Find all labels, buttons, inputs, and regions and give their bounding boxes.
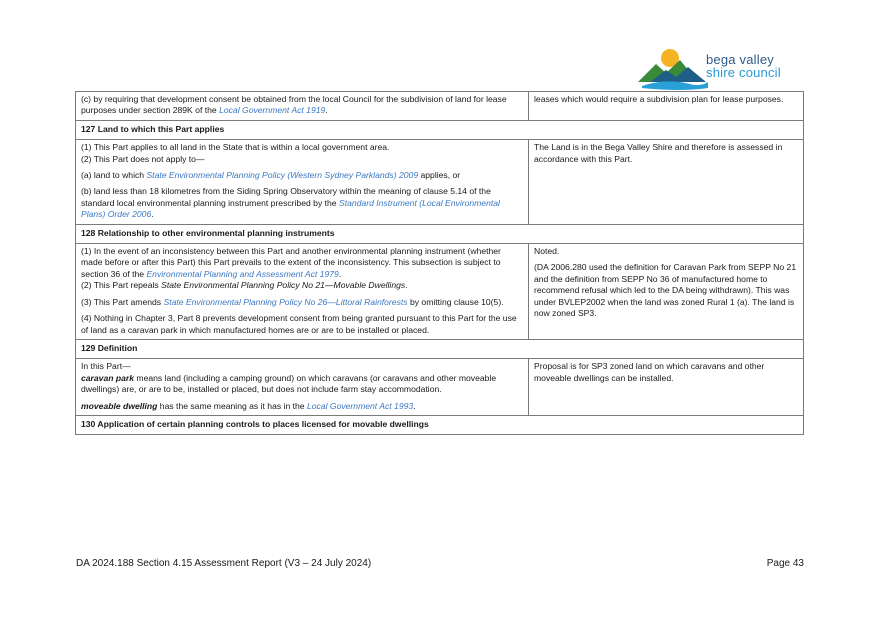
clause-text: In this Part— <box>81 361 131 372</box>
section-heading-130: 130 Application of certain planning controls to places licensed for movable dwellings <box>76 415 804 434</box>
clause-text: (2) This Part repeals <box>81 280 162 291</box>
section-header-row <box>76 224 804 243</box>
comment-cell <box>529 244 804 340</box>
requirement-cell <box>76 140 529 224</box>
table-row <box>76 92 804 121</box>
legislation-link[interactable]: State Environmental Planning Policy (Western Sydney Parklands) 2009 <box>146 170 419 181</box>
clause-text: applies, or <box>418 170 461 181</box>
section-heading-129: 129 Definition <box>76 339 804 358</box>
logo-line-2: shire council <box>706 65 781 80</box>
comment-text: leases which would require a subdivision plan for lease purposes. <box>534 94 784 104</box>
comment-cell <box>529 140 804 224</box>
comment-text: (DA 2006.280 used the definition for Caravan Park from SEPP No 21 and the definition from SEPP No 36 of manufactured home to recommend refusal which led to the DA being withdrawn). This was under BVLEP2002 when the land was zoned Rural 1 (a). The land is now zoned SP3. <box>534 262 797 319</box>
comment-text: The Land is in the Bega Valley Shire and therefore is assessed in accordance with this Part. <box>534 142 783 164</box>
requirement-cell <box>76 244 529 340</box>
section-header-row <box>76 415 804 434</box>
requirement-cell <box>76 92 529 121</box>
table-row <box>76 359 804 416</box>
table-row <box>76 244 804 340</box>
logo-mark-icon <box>638 49 708 90</box>
clause-text: by omitting clause 10(5). <box>407 296 504 307</box>
section-heading-128: 128 Relationship to other environmental planning instruments <box>76 224 804 243</box>
legislation-link[interactable]: Environmental Planning and Assessment Act 1979 <box>146 268 339 279</box>
clause-text: (1) In the event of an inconsistency between this Part and another environmental planning instrument (whether made before or after this Part) this Part prevails to the extent of the inconsistency. This subsection is subject to section 36 of the <box>81 246 501 279</box>
legislation-link[interactable]: Local Government Act 1993 <box>306 400 414 411</box>
clause-text: (b) land less than 18 kilometres from the Siding Spring Observatory within the meaning of clause 5.14 of the standard local environmental planning instrument prescribed by the <box>81 186 491 208</box>
clause-text: has the same meaning as it has in the <box>157 400 307 411</box>
requirement-cell <box>76 359 529 416</box>
clause-text: . <box>405 280 408 291</box>
clause-text: . <box>413 400 416 411</box>
legislation-link[interactable]: Local Government Act 1919 <box>219 105 326 116</box>
section-heading-127: 127 Land to which this Part applies <box>76 120 804 139</box>
clause-text: (3) This Part amends <box>81 296 164 307</box>
clause-text: . <box>338 268 342 279</box>
clause-text: . <box>325 105 328 116</box>
legislation-link[interactable]: Standard Instrument (Local Environmental Plans) Order 2006 <box>81 197 500 220</box>
clause-text: (2) This Part does not apply to— <box>81 153 205 164</box>
logo-line-1: bega valley <box>706 52 774 67</box>
section-header-row <box>76 120 804 139</box>
policy-title: State Environmental Planning Policy No 21—Movable Dwellings <box>161 280 406 291</box>
section-header-row <box>76 339 804 358</box>
clause-text: (a) land to which <box>81 170 147 181</box>
table-row <box>76 140 804 224</box>
clause-text: (c) by requiring that development consent be obtained from the local Council for the subdivision of land for lease purposes under section 289K of the <box>81 94 507 116</box>
defined-term: caravan park <box>81 372 135 383</box>
comment-cell <box>529 92 804 121</box>
assessment-table <box>75 91 804 435</box>
clause-text: . <box>151 209 154 220</box>
comment-text: Noted. <box>534 246 560 257</box>
logo-wordmark <box>706 53 781 79</box>
legislation-link[interactable]: State Environmental Planning Policy No 26—Littoral Rainforests <box>163 296 408 307</box>
comment-text: Proposal is for SP3 zoned land on which caravans and other moveable dwellings can be installed. <box>534 361 765 383</box>
defined-term: moveable dwelling <box>81 400 158 411</box>
footer-report-title: DA 2024.188 Section 4.15 Assessment Report (V3 – 24 July 2024) <box>76 558 372 569</box>
clause-text: (4) Nothing in Chapter 3, Part 8 prevents development consent from being granted pursuant to this Part for the use of land as a caravan park in which manufactured homes are or are to be installed or placed. <box>81 313 517 335</box>
comment-cell <box>529 359 804 416</box>
footer-page-number: Page 43 <box>766 558 804 569</box>
clause-text: means land (including a camping ground) on which caravans (or caravans and other moveable dwellings) are, or are to be, installed or placed, but does not include farm stay accommodation. <box>81 372 497 395</box>
clause-text: (1) This Part applies to all land in the State that is within a local government area. <box>81 142 390 153</box>
